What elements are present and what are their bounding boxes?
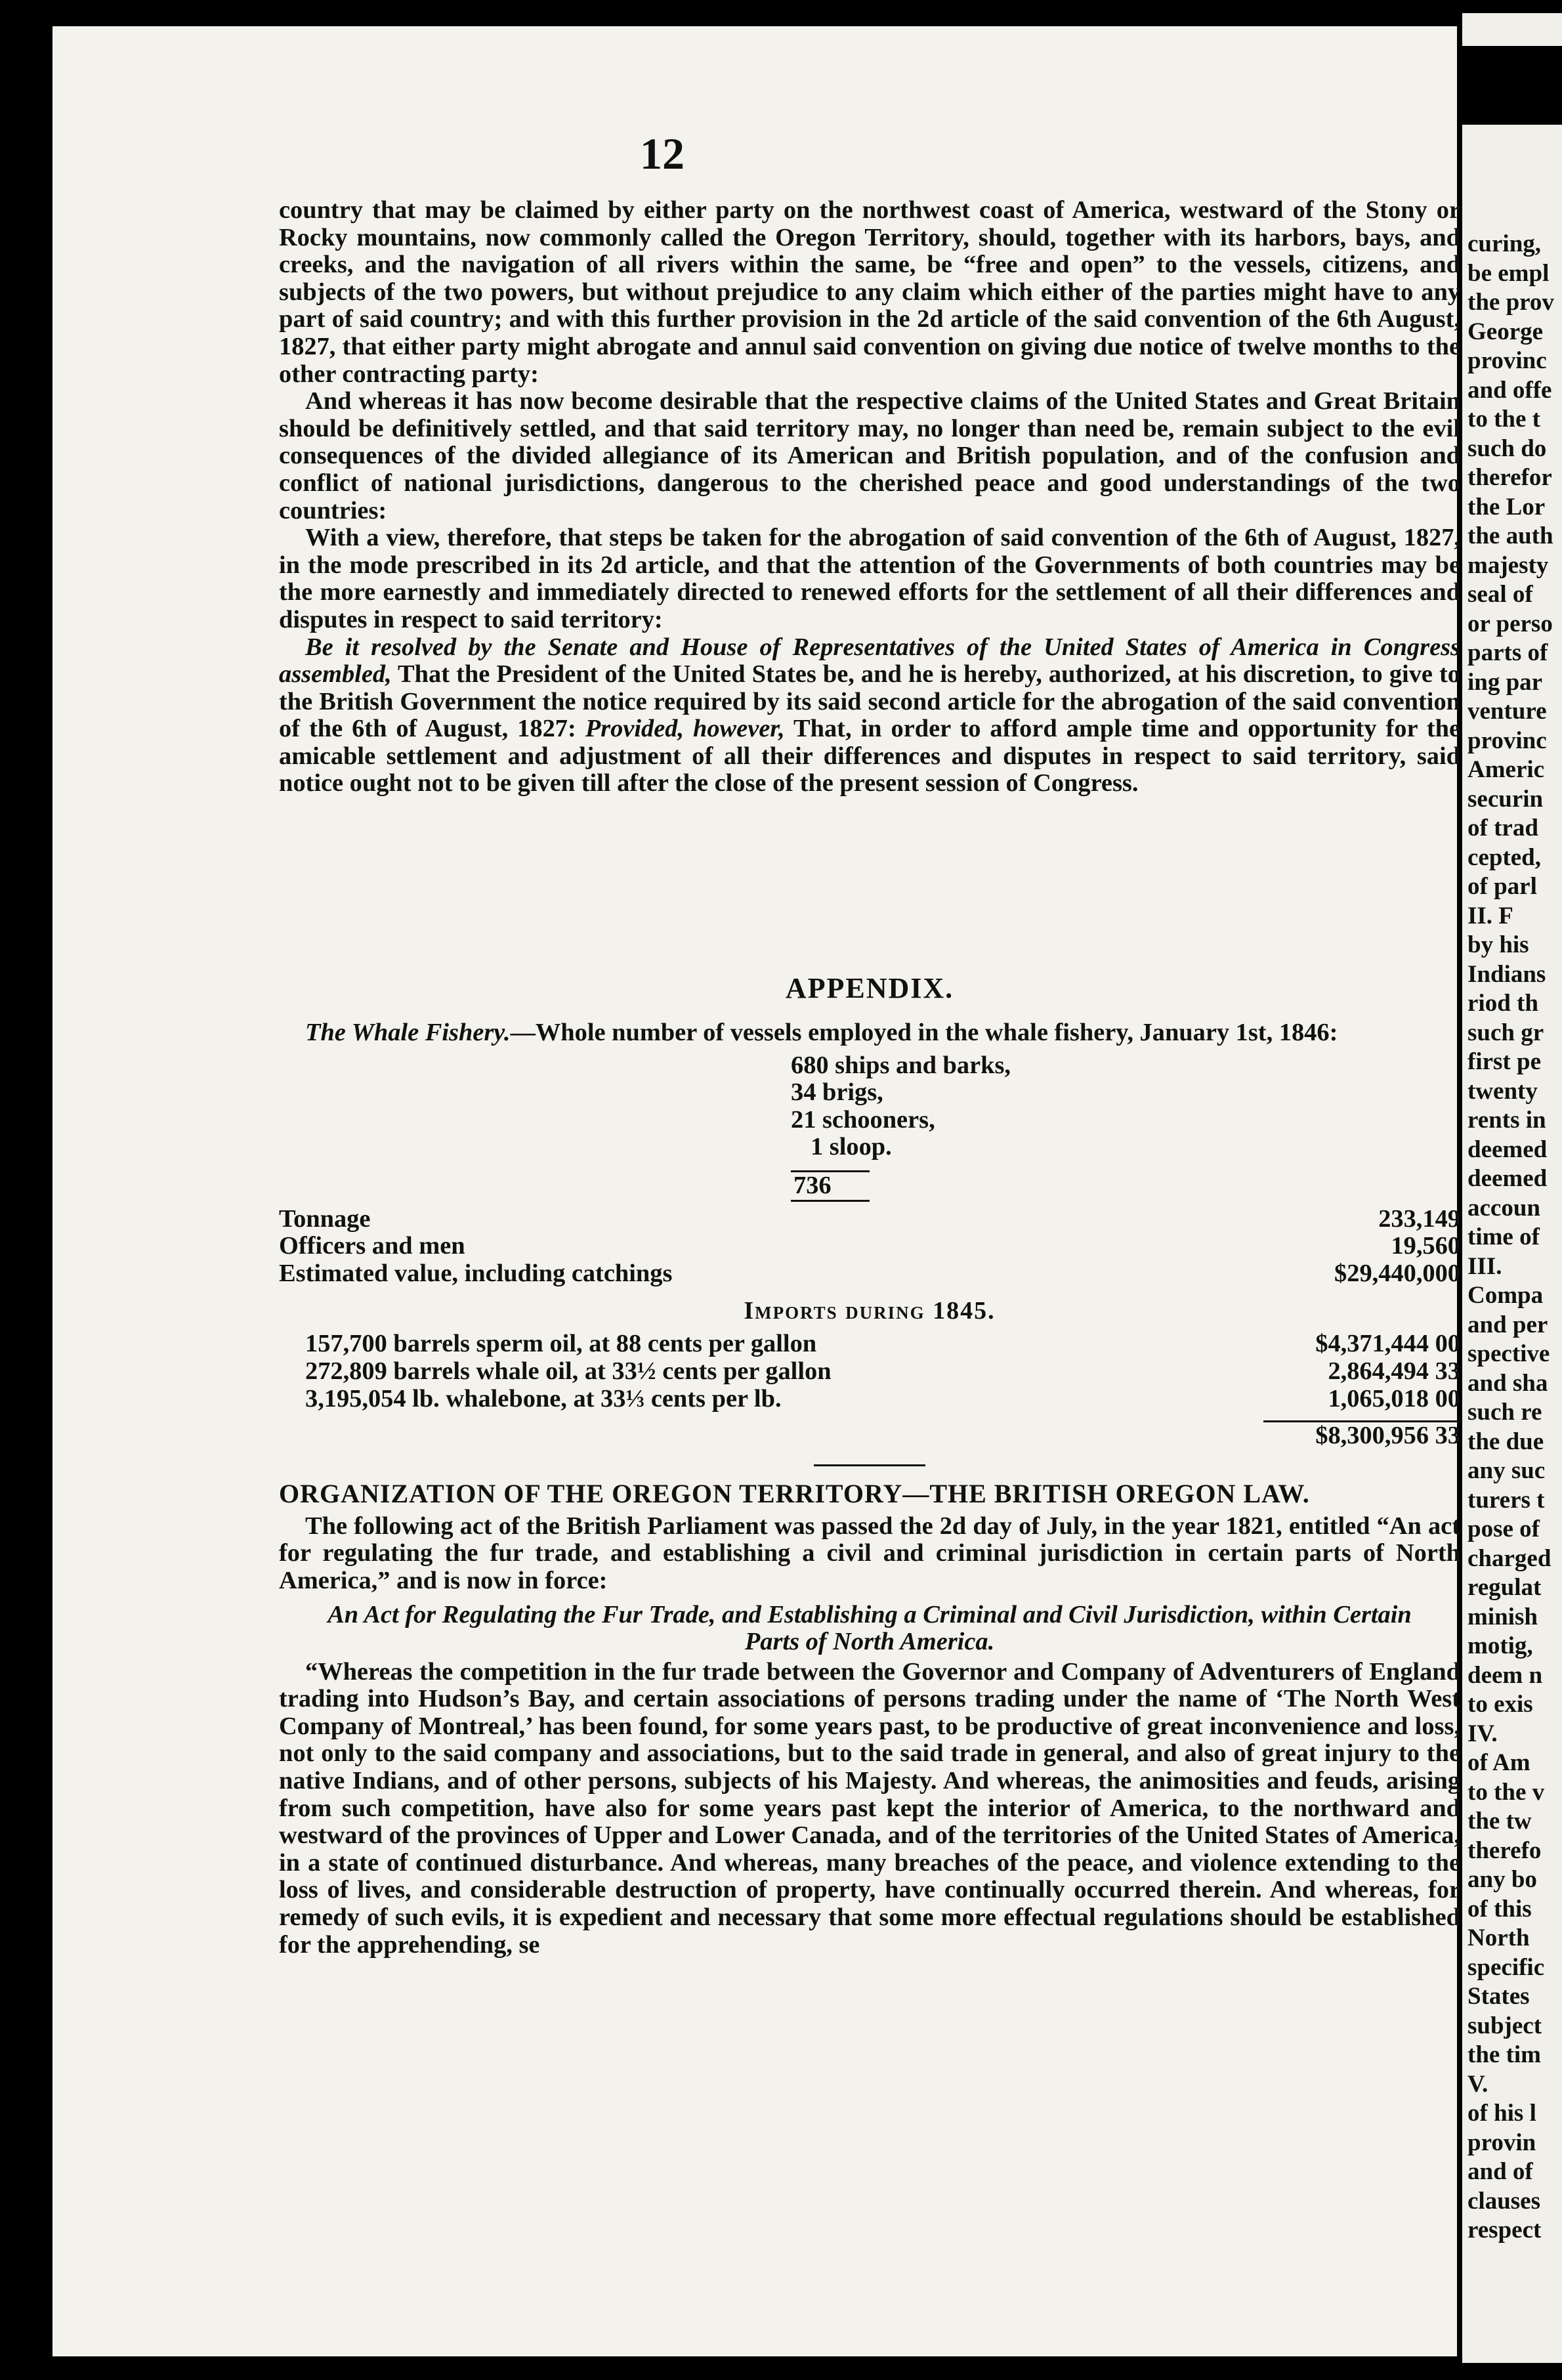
stat-label: Estimated value, including catchings bbox=[279, 1259, 673, 1287]
resolution-clause: Be it resolved by the Senate and House of Representatives of the United States of America in Congress assembled, bbox=[279, 633, 1460, 689]
left-page bbox=[53, 26, 1460, 2356]
imports-total-row bbox=[305, 1422, 1460, 1450]
adjacent-page-line: to the v bbox=[1467, 1778, 1545, 1806]
paragraph-3: With a view, therefore, that steps be taken for the abrogation of said convention of the 6th of August, 1827, in the mode prescribed in its 2d article, and that the attention of the Governments of both countries may be the more earnestly and immediately directed to renewed efforts for the settlement of all their differences and disputes in respect to said territory: bbox=[279, 524, 1460, 633]
adjacent-page-line: specific bbox=[1467, 1953, 1545, 1981]
adjacent-page-line: States bbox=[1467, 1983, 1530, 2010]
adjacent-page-line: or perso bbox=[1467, 610, 1553, 637]
stat-value: 233,149 bbox=[1378, 1204, 1460, 1233]
vessel-item: 680 ships and barks, bbox=[791, 1051, 1011, 1079]
adjacent-page-line: Compa bbox=[1467, 1282, 1544, 1309]
paragraph-2: And whereas it has now become desirable that the respective claims of the United States and Great Britain should be definitively settled, and that said territory may, no longer than need be, remain subject to the evil consequences of the divided allegiance of its American and British population, and of the confusion and conflict of national jurisdictions, dangerous to the cherished peace and good understandings of the two countries: bbox=[279, 387, 1460, 524]
org-intro: The following act of the British Parliament was passed the 2d day of July, in the year 1821, entitled “An act for regulating the fur trade, and establishing a civil and criminal jurisdiction in certain parts of North America,” and is now in force: bbox=[279, 1512, 1460, 1594]
act-preamble: “Whereas the competition in the fur trade between the Governor and Company of Adventurers of England trading into Hudson’s Bay, and certain associations of persons trading under the name of ‘The North West Company of Montreal,’ has been found, for some years past, to be productive of great inconvenience and loss, not only to the said company and associations, but to the said trade in general, and also of great injury to the native Indians, and of other persons, subjects of his Majesty. And whereas, the animosities and feuds, arising from such competition, have also for some years past kept the interior of America, to the northward and westward of the provinces of Upper and Lower Canada, and of the territories of the United States of America, in a state of continued disturbance. And whereas, many breaches of the peace, and violence extending to the loss of lives, and considerable destruction of property, have continually occurred therein. And whereas, for remedy of such evils, it is expedient and necessary that some more effectual regulations should be established for the apprehending, se bbox=[279, 1657, 1460, 1959]
adjacent-page-line: provin bbox=[1467, 2129, 1536, 2156]
adjacent-page-line: Indians bbox=[1467, 960, 1546, 988]
adjacent-page-line: and per bbox=[1467, 1311, 1548, 1338]
adjacent-page-line: venture bbox=[1467, 698, 1547, 725]
adjacent-page-line: North bbox=[1467, 1924, 1530, 1951]
adjacent-page-line: clauses bbox=[1467, 2187, 1540, 2215]
import-value: $4,371,444 00 bbox=[1315, 1330, 1460, 1358]
adjacent-page-line: George bbox=[1467, 318, 1544, 345]
adjacent-page-line: ing par bbox=[1467, 668, 1543, 696]
vessel-item: 34 brigs, bbox=[791, 1078, 883, 1107]
adjacent-page-line: any suc bbox=[1467, 1457, 1546, 1484]
adjacent-page-line: majesty bbox=[1467, 551, 1549, 579]
adjacent-page-line: II. F bbox=[1467, 902, 1513, 929]
whale-fishery-intro bbox=[279, 1019, 1460, 1047]
adjacent-page-line: the tim bbox=[1467, 2041, 1541, 2068]
adjacent-page-line: such re bbox=[1467, 1399, 1542, 1426]
adjacent-page-line: securin bbox=[1467, 785, 1544, 813]
adjacent-page-line: subject bbox=[1467, 2012, 1542, 2039]
adjacent-page-line: the auth bbox=[1467, 522, 1553, 549]
adjacent-page-line: time of bbox=[1467, 1223, 1540, 1250]
adjacent-page-line: the Lor bbox=[1467, 493, 1546, 521]
main-text bbox=[279, 197, 1460, 797]
imports-table bbox=[305, 1330, 1460, 1449]
adjacent-page-line: therefor bbox=[1467, 464, 1552, 491]
stat-value: 19,560 bbox=[1391, 1232, 1460, 1260]
vessel-total: 736 bbox=[793, 1171, 832, 1199]
stat-label: Officers and men bbox=[279, 1232, 465, 1260]
adjacent-page-line: respect bbox=[1467, 2217, 1542, 2243]
stats-table bbox=[279, 1206, 1460, 1288]
import-row bbox=[305, 1330, 1460, 1358]
adjacent-page-line: by his bbox=[1467, 931, 1529, 958]
act-title: An Act for Regulating the Fur Trade, and Establishing a Criminal and Civil Jurisdiction, within Certain Parts of North America. bbox=[327, 1600, 1412, 1656]
import-value: 1,065,018 00 bbox=[1328, 1384, 1460, 1413]
adjacent-page-line: of trad bbox=[1467, 815, 1538, 841]
adjacent-page-line: such gr bbox=[1467, 1019, 1544, 1046]
adjacent-page-line: minish bbox=[1467, 1603, 1538, 1630]
adjacent-page-line: of parl bbox=[1467, 873, 1537, 900]
adjacent-page-line: of Am bbox=[1467, 1749, 1530, 1776]
stat-row bbox=[279, 1233, 1460, 1260]
whale-fishery-text: —Whole number of vessels employed in the whale fishery, January 1st, 1846: bbox=[510, 1019, 1338, 1046]
adjacent-page-line: riod th bbox=[1467, 990, 1538, 1017]
import-row bbox=[305, 1386, 1460, 1413]
org-heading: ORGANIZATION OF THE OREGON TERRITORY—THE BRITISH OREGON LAW. bbox=[279, 1478, 1310, 1508]
import-row bbox=[305, 1358, 1460, 1386]
adjacent-page-line: deemed bbox=[1467, 1136, 1548, 1163]
adjacent-page-line: accoun bbox=[1467, 1194, 1540, 1222]
adjacent-page-line: twenty bbox=[1467, 1077, 1538, 1105]
import-label: 3,195,054 lb. whalebone, at 33⅓ cents per lb. bbox=[305, 1384, 782, 1413]
adjacent-page-line: rents in bbox=[1467, 1107, 1546, 1134]
adjacent-page-line: the tw bbox=[1467, 1808, 1532, 1835]
adjacent-page bbox=[1462, 13, 1562, 2363]
adjacent-page-line: III. bbox=[1467, 1252, 1502, 1280]
proviso-text: That, in order to afford ample time and opportunity for the amicable settlement and adjustment of all their differences and disputes in respect to said territory, said notice ought not to be given till after the close of the present session of Congress. bbox=[279, 715, 1460, 797]
adjacent-page-line: provinc bbox=[1467, 727, 1547, 754]
adjacent-page-line: of this bbox=[1467, 1895, 1532, 1923]
adjacent-page-line: Americ bbox=[1467, 756, 1545, 783]
import-value: 2,864,494 33 bbox=[1328, 1357, 1460, 1385]
adjacent-page-line: be empl bbox=[1467, 259, 1550, 287]
adjacent-page-line: cepted, bbox=[1467, 843, 1541, 871]
paragraph-1: country that may be claimed by either party on the northwest coast of America, westward of the Stony or Rocky mountains, now commonly called the Oregon Territory, should, together with its harbors, bays, and creeks, and the navigation of all rivers within the same, be “free and open” to the vessels, citizens, and subjects of the two powers, but without prejudice to any claim which either of the parties might have to any part of said country; and with this further provision in the 2d article of the said convention of the 6th August, 1827, that either party might abrogate and annul said convention on giving due notice of twelve months to the other contracting party: bbox=[279, 196, 1460, 388]
adjacent-page-line: pose of bbox=[1467, 1516, 1540, 1542]
adjacent-page-line: to exis bbox=[1467, 1691, 1533, 1718]
adjacent-page-line: therefo bbox=[1467, 1837, 1542, 1864]
stat-label: Tonnage bbox=[279, 1204, 371, 1233]
adjacent-page-line: to the t bbox=[1467, 406, 1540, 433]
adjacent-page-line: any bo bbox=[1467, 1866, 1537, 1893]
adjacent-page-line: charged bbox=[1467, 1544, 1551, 1572]
adjacent-page-line: regulat bbox=[1467, 1574, 1542, 1601]
imports-heading: Imports during 1845. bbox=[744, 1297, 996, 1325]
import-label: 157,700 barrels sperm oil, at 88 cents per gallon bbox=[305, 1330, 817, 1358]
stat-row bbox=[279, 1260, 1460, 1288]
paragraph-4 bbox=[279, 634, 1460, 798]
imports-total: $8,300,956 33 bbox=[1315, 1422, 1460, 1450]
adjacent-page-line: curing, bbox=[1467, 230, 1542, 257]
adjacent-page-line: motig, bbox=[1467, 1632, 1533, 1659]
vessel-item: 1 sloop. bbox=[811, 1133, 892, 1161]
vessel-item: 21 schooners, bbox=[791, 1105, 935, 1134]
adjacent-page-line: provinc bbox=[1467, 347, 1547, 374]
adjacent-page-line: of his l bbox=[1467, 2100, 1536, 2127]
stat-row bbox=[279, 1206, 1460, 1233]
adjacent-page-line: deem n bbox=[1467, 1661, 1543, 1689]
adjacent-page-line: IV. bbox=[1467, 1720, 1498, 1747]
adjacent-page-line: the prov bbox=[1467, 289, 1554, 316]
adjacent-page-line: first pe bbox=[1467, 1048, 1541, 1075]
adjacent-page-line: deemed bbox=[1467, 1165, 1548, 1192]
page-number: 12 bbox=[640, 129, 685, 179]
adjacent-page-line: and sha bbox=[1467, 1369, 1548, 1397]
section-divider bbox=[814, 1464, 925, 1466]
adjacent-page-line: such do bbox=[1467, 435, 1547, 462]
resolution-text: That the President of the United States be, and he is hereby, authorized, at his discretion, to give to the British Government the notice required by its said second article for the abrogation of the said convention of the 6th of August, 1827: bbox=[279, 660, 1460, 743]
appendix-heading: APPENDIX. bbox=[785, 972, 954, 1004]
stat-value: $29,440,000 bbox=[1334, 1259, 1460, 1287]
vessel-list bbox=[791, 1052, 1460, 1202]
proviso-clause: Provided, however, bbox=[585, 715, 785, 743]
vessel-rule-bottom bbox=[791, 1200, 870, 1202]
adjacent-page-line: and offe bbox=[1467, 376, 1552, 404]
adjacent-page-line: the due bbox=[1467, 1428, 1544, 1455]
adjacent-page-line: parts of bbox=[1467, 639, 1548, 666]
adjacent-page-line: and of bbox=[1467, 2158, 1533, 2185]
adjacent-page-line: spective bbox=[1467, 1340, 1550, 1367]
import-label: 272,809 barrels whale oil, at 33½ cents per gallon bbox=[305, 1357, 832, 1385]
appendix-section bbox=[279, 971, 1460, 1959]
whale-fishery-title: The Whale Fishery. bbox=[305, 1019, 511, 1046]
page-edge-shadow bbox=[1462, 46, 1562, 125]
adjacent-page-line: V. bbox=[1467, 2070, 1488, 2098]
adjacent-page-line: turers t bbox=[1467, 1486, 1545, 1514]
adjacent-page-line: seal of bbox=[1467, 581, 1533, 608]
